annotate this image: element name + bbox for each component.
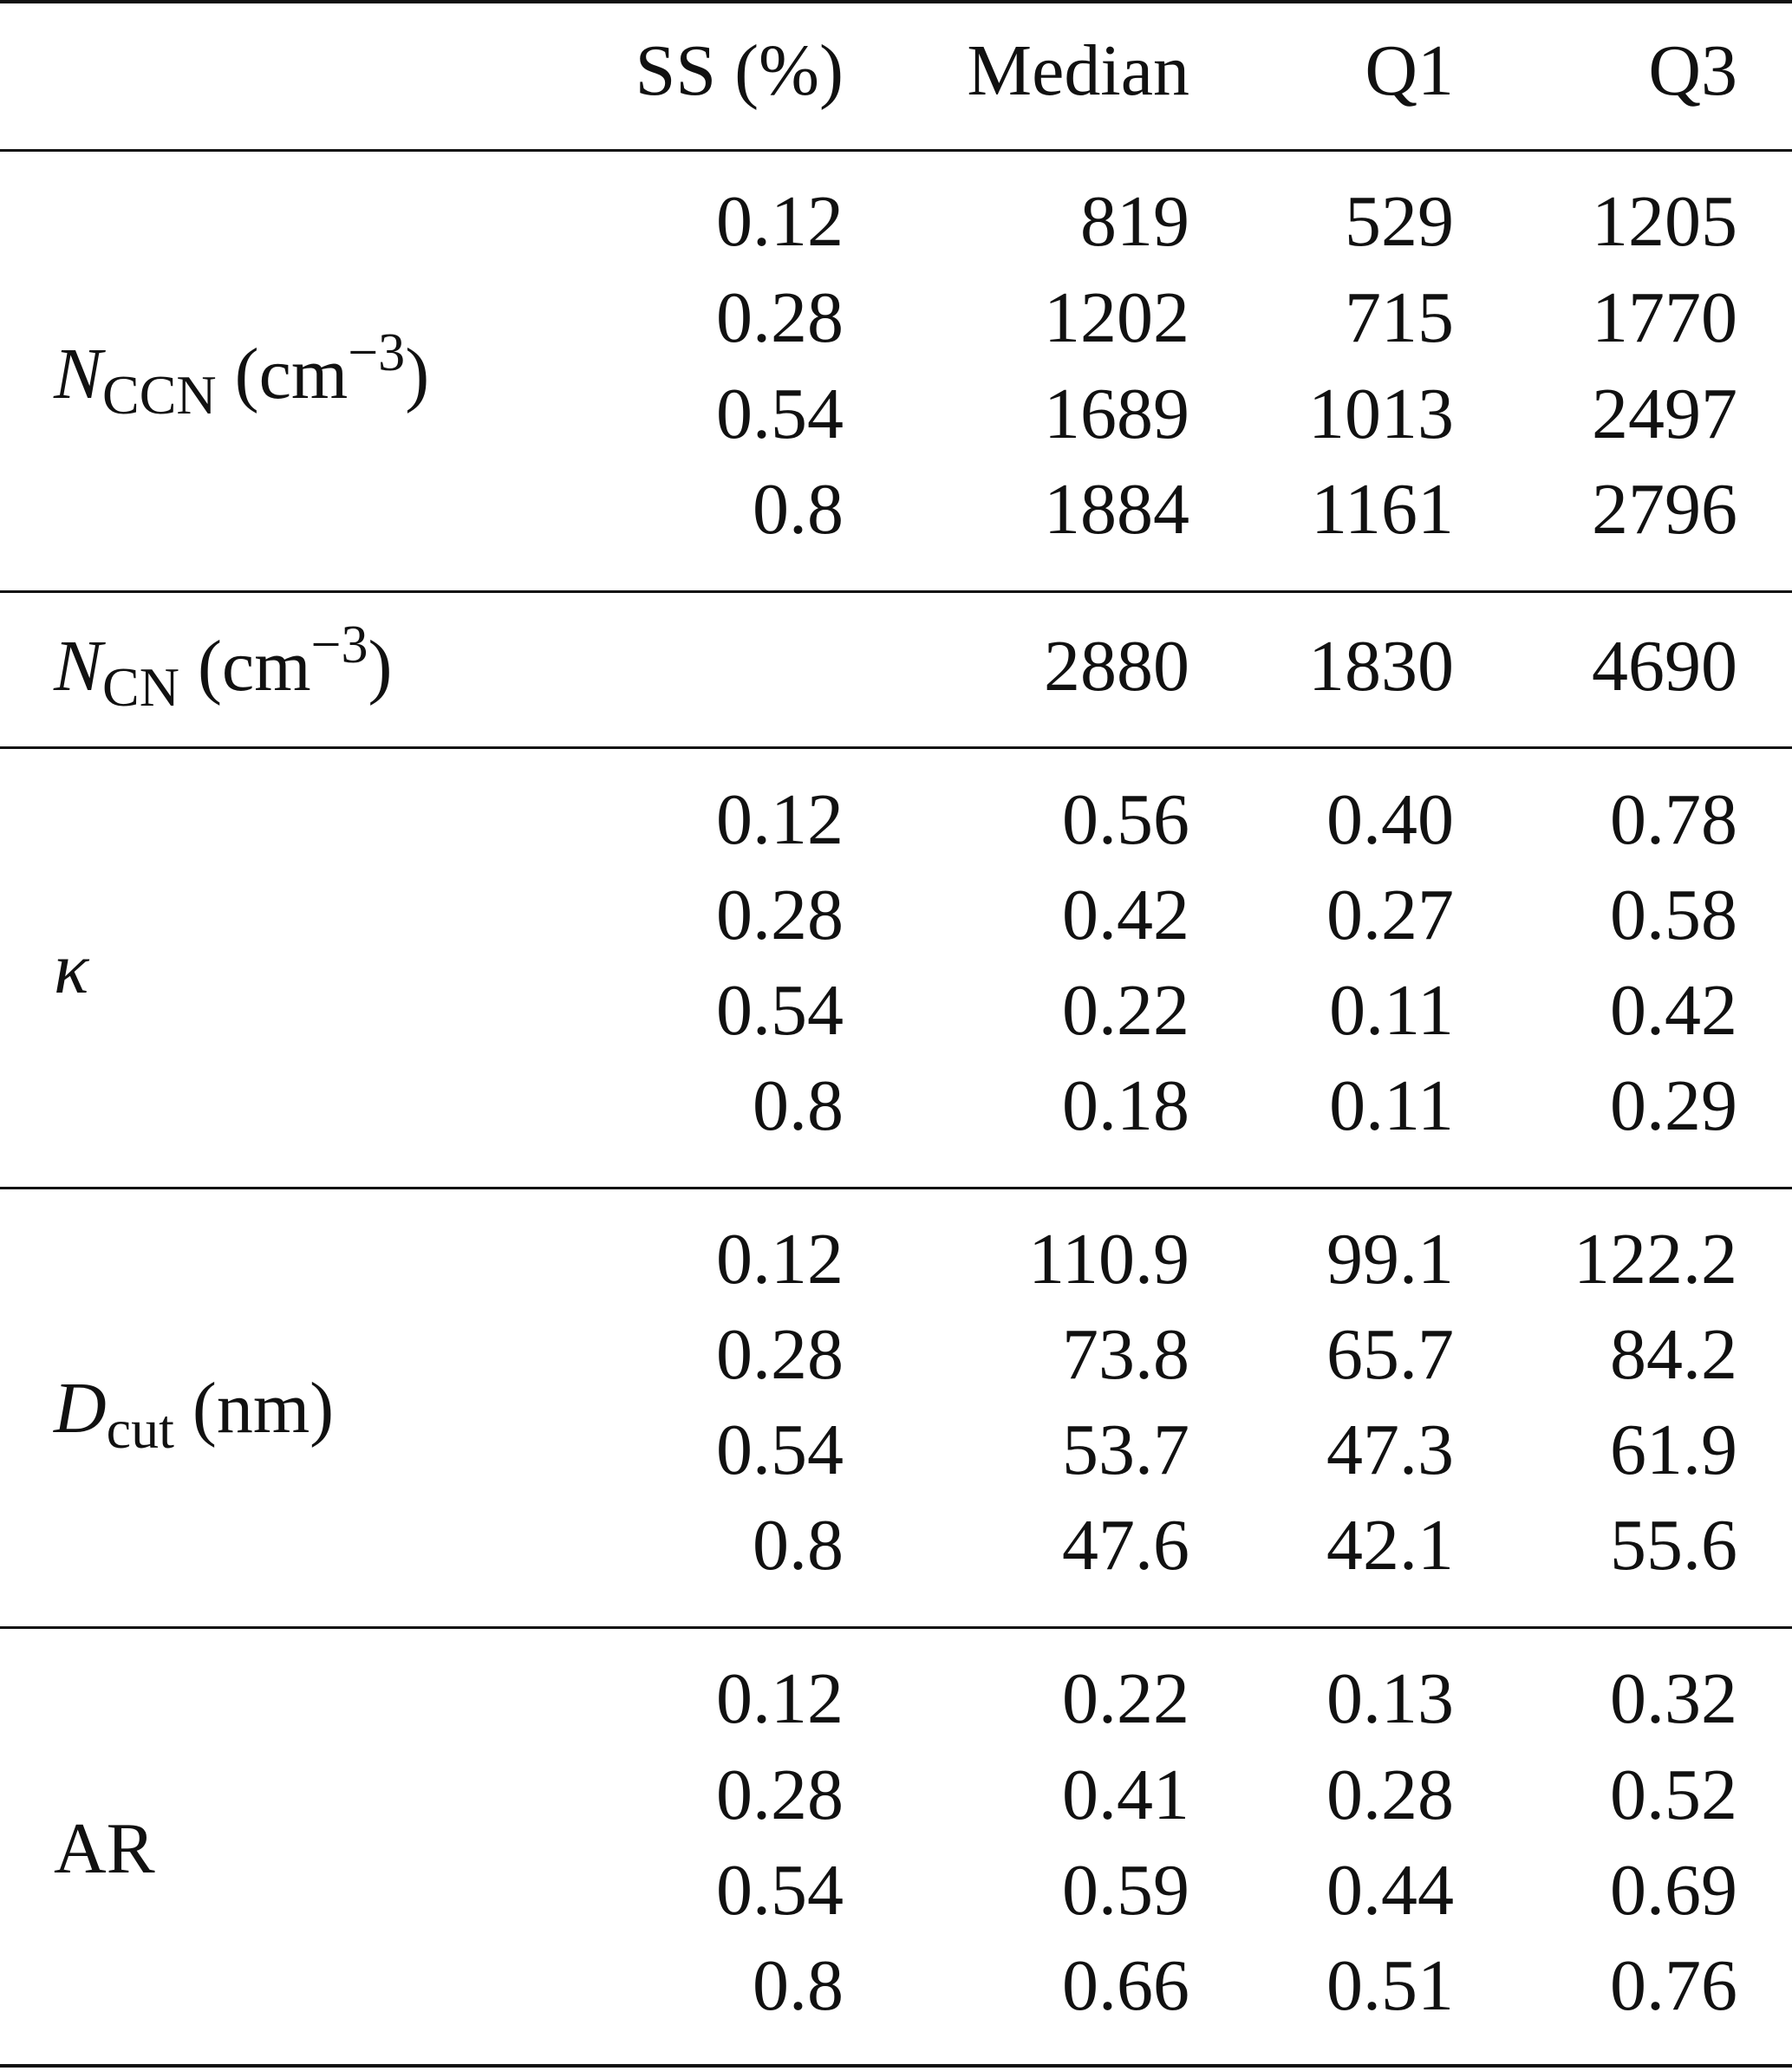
row-label-kappa: κ [54,928,89,1009]
cell-median: 0.18 [1062,1065,1189,1146]
cell-median: 0.41 [1062,1755,1189,1835]
cell-median: 819 [1080,181,1189,262]
cell-median: 0.22 [1062,1658,1189,1739]
cell-q1: 42.1 [1326,1505,1454,1586]
cell-ss: 0.54 [716,970,844,1051]
cell-q1: 1161 [1311,469,1454,550]
label-main: D [54,1368,107,1449]
cell-q1: 715 [1345,277,1454,358]
row-label-nccn [54,323,430,426]
cell-ss: 0.12 [716,1219,844,1299]
cell-q3: 2497 [1592,374,1737,454]
cell-q3: 0.78 [1610,779,1737,860]
cell-ss: 0.54 [716,1410,844,1490]
cell-median: 53.7 [1062,1410,1189,1490]
header-q3: Q3 [1648,30,1737,111]
cell-q3: 0.69 [1610,1850,1737,1931]
section-rule [0,1626,1792,1629]
cell-q1: 99.1 [1326,1219,1454,1299]
cell-median: 0.22 [1062,970,1189,1051]
cell-q1: 529 [1345,181,1454,262]
row-label-ar: AR [54,1808,155,1889]
header-rule [0,149,1792,152]
cell-median: 0.59 [1062,1850,1189,1931]
section-rule [0,590,1792,593]
label-unit-close: ) [368,626,393,707]
section-rule [0,746,1792,749]
cell-q3: 4690 [1592,626,1737,707]
cell-q1: 1830 [1308,626,1454,707]
label-main: N [54,626,103,707]
label-sub: CCN [102,364,217,426]
cell-median: 1202 [1044,277,1189,358]
cell-q3: 55.6 [1610,1505,1737,1586]
cell-q1: 1013 [1308,374,1454,454]
cell-q3: 0.42 [1610,970,1737,1051]
cell-median: 1884 [1044,469,1189,550]
cell-ss: 0.28 [716,875,844,955]
label-sup: −3 [348,323,406,382]
cell-q1: 0.13 [1326,1658,1454,1739]
cell-ss: 0.28 [716,1314,844,1395]
header-median: Median [967,30,1189,111]
cell-ss: 0.12 [716,181,844,262]
cell-median: 73.8 [1062,1314,1189,1395]
cell-q3: 61.9 [1610,1410,1737,1490]
cell-q3: 122.2 [1574,1219,1737,1299]
cell-ss: 0.8 [753,469,844,550]
cell-median: 2880 [1044,626,1189,707]
cell-q3: 0.52 [1610,1755,1737,1835]
label-unit: (cm [216,334,349,414]
label-unit-close: ) [405,334,430,414]
cell-q3: 0.29 [1610,1065,1737,1146]
cell-median: 0.66 [1062,1945,1189,2026]
cell-q1: 0.27 [1326,875,1454,955]
cell-q1: 47.3 [1326,1410,1454,1490]
cell-q1: 0.28 [1326,1755,1454,1835]
label-unit: (cm [179,626,311,707]
cell-ss: 0.12 [716,1658,844,1739]
row-label-ncn [54,615,393,718]
cell-q3: 84.2 [1610,1314,1737,1395]
cell-q1: 65.7 [1326,1314,1454,1395]
cell-median: 0.56 [1062,779,1189,860]
cell-median: 110.9 [1028,1219,1189,1299]
cell-ss: 0.54 [716,1850,844,1931]
cell-q1: 0.11 [1329,1065,1454,1146]
cell-ss: 0.54 [716,374,844,454]
cell-q3: 0.76 [1610,1945,1737,2026]
cell-q3: 2796 [1592,469,1737,550]
cell-q3: 0.58 [1610,875,1737,955]
cell-ss: 0.28 [716,1755,844,1835]
label-unit: (nm) [173,1368,335,1449]
cell-ss: 0.8 [753,1945,844,2026]
cell-q1: 0.44 [1326,1850,1454,1931]
cell-median: 0.42 [1062,875,1189,955]
bottom-rule [0,2064,1792,2068]
section-rule [0,1187,1792,1189]
label-main: N [54,334,103,414]
cell-median: 47.6 [1062,1505,1189,1586]
top-rule [0,0,1792,3]
label-sub: CN [102,656,179,718]
header-ss: SS (%) [635,30,844,111]
cell-q1: 0.40 [1326,779,1454,860]
cell-q3: 1770 [1592,277,1737,358]
row-label-dcut [54,1368,335,1460]
cell-median: 1689 [1044,374,1189,454]
cell-ss: 0.28 [716,277,844,358]
cell-ss: 0.12 [716,779,844,860]
cell-q3: 1205 [1592,181,1737,262]
cell-q1: 0.11 [1329,970,1454,1051]
label-sub: cut [106,1398,174,1460]
cell-q3: 0.32 [1610,1658,1737,1739]
cell-ss: 0.8 [753,1065,844,1146]
label-sup: −3 [310,615,368,674]
header-q1: Q1 [1365,30,1454,111]
cell-ss: 0.8 [753,1505,844,1586]
cell-q1: 0.51 [1326,1945,1454,2026]
